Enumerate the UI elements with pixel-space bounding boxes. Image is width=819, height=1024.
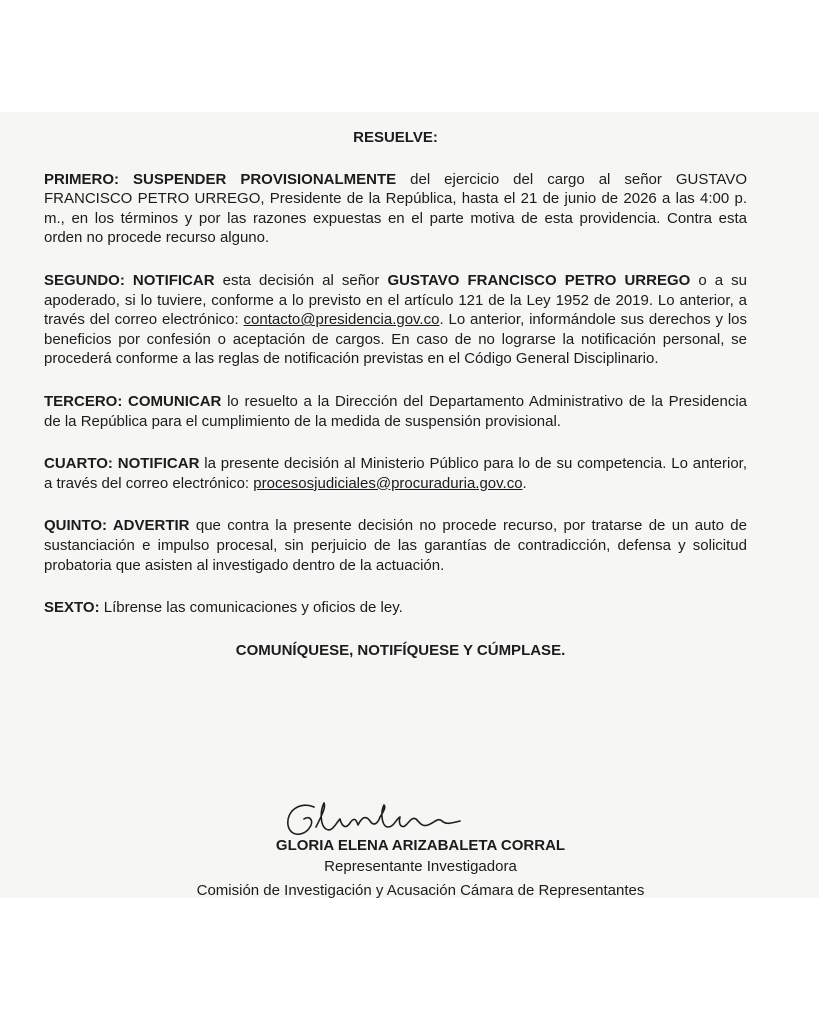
quinto-label: QUINTO: ADVERTIR [44, 517, 190, 535]
segundo-text-c: . Lo anterior, informándole sus derechos y los beneficios por confesión o aceptación de cargos. En caso de no lograrse la notificación personal, se procederá conforme a las reglas de notificación previstas en el Código General Disciplinario. [44, 311, 747, 368]
signer-entity: Comisión de Investigación y Acusación Cámara de Representantes [196, 882, 645, 899]
cuarto-label: CUARTO: NOTIFICAR [44, 455, 200, 473]
paragraph-cuarto [44, 454, 747, 493]
quinto-text: que contra la presente decisión no procede recurso, por tratarse de un auto de sustanciación e impulso procesal, sin perjuicio de las garantías de contradicción, defensa y solicitud probatoria que asisten al investigado dentro de la actuación. [44, 517, 747, 574]
tercero-label: TERCERO: COMUNICAR [44, 392, 222, 410]
section-heading: RESUELVE: [353, 129, 438, 146]
paragraph-primero [44, 170, 747, 248]
paragraph-quinto [44, 516, 747, 575]
segundo-label: SEGUNDO: NOTIFICAR [44, 271, 215, 289]
primero-text: del ejercicio del cargo al señor GUSTAVO FRANCISCO PETRO URREGO, Presidente de la República, hasta el 21 de junio de 2026 a las 4:00 p. m., en los términos y por las razones expuestas en el parte motiva de esta providencia. Contra esta orden no procede recurso alguno. [44, 170, 747, 247]
paragraph-tercero [44, 392, 747, 431]
document-body [44, 128, 747, 660]
paragraph-sexto [44, 598, 747, 618]
email-link-presidencia[interactable]: contacto@presidencia.gov.co [243, 311, 440, 329]
segundo-text-b: o a su apoderado, si lo tuviere, conforme a lo previsto en el artículo 121 de la Ley 1952 de 2019. Lo anterior, a través del correo electrónico: [44, 271, 747, 329]
signer-entity-cropped [0, 880, 819, 899]
cuarto-text: la presente decisión al Ministerio Público para lo de su competencia. Lo anterior, a través del correo electrónico: [44, 455, 747, 492]
segundo-name: GUSTAVO FRANCISCO PETRO URREGO [387, 271, 691, 289]
closing-formula: COMUNÍQUESE, NOTIFÍQUESE Y CÚMPLASE. [235, 641, 566, 659]
paragraph-segundo [44, 271, 747, 369]
sexto-label: SEXTO: [44, 599, 100, 617]
sexto-text: Líbrense las comunicaciones y oficios de ley. [99, 599, 403, 617]
primero-label: PRIMERO: SUSPENDER PROVISIONALMENTE [44, 170, 397, 188]
scanned-document [0, 112, 819, 898]
tercero-text: lo resuelto a la Dirección del Departamento Administrativo de la Presidencia de la República para el cumplimiento de la medida de suspensión provisional. [44, 392, 747, 430]
email-link-procuraduria[interactable]: procesosjudiciales@procuraduria.gov.co [253, 474, 523, 492]
segundo-text-a: esta decisión al señor [214, 271, 388, 289]
signer-role: Representante Investigadora [324, 858, 517, 875]
signer-name: GLORIA ELENA ARIZABALETA CORRAL [275, 837, 566, 854]
cuarto-text-after: . [522, 474, 527, 492]
